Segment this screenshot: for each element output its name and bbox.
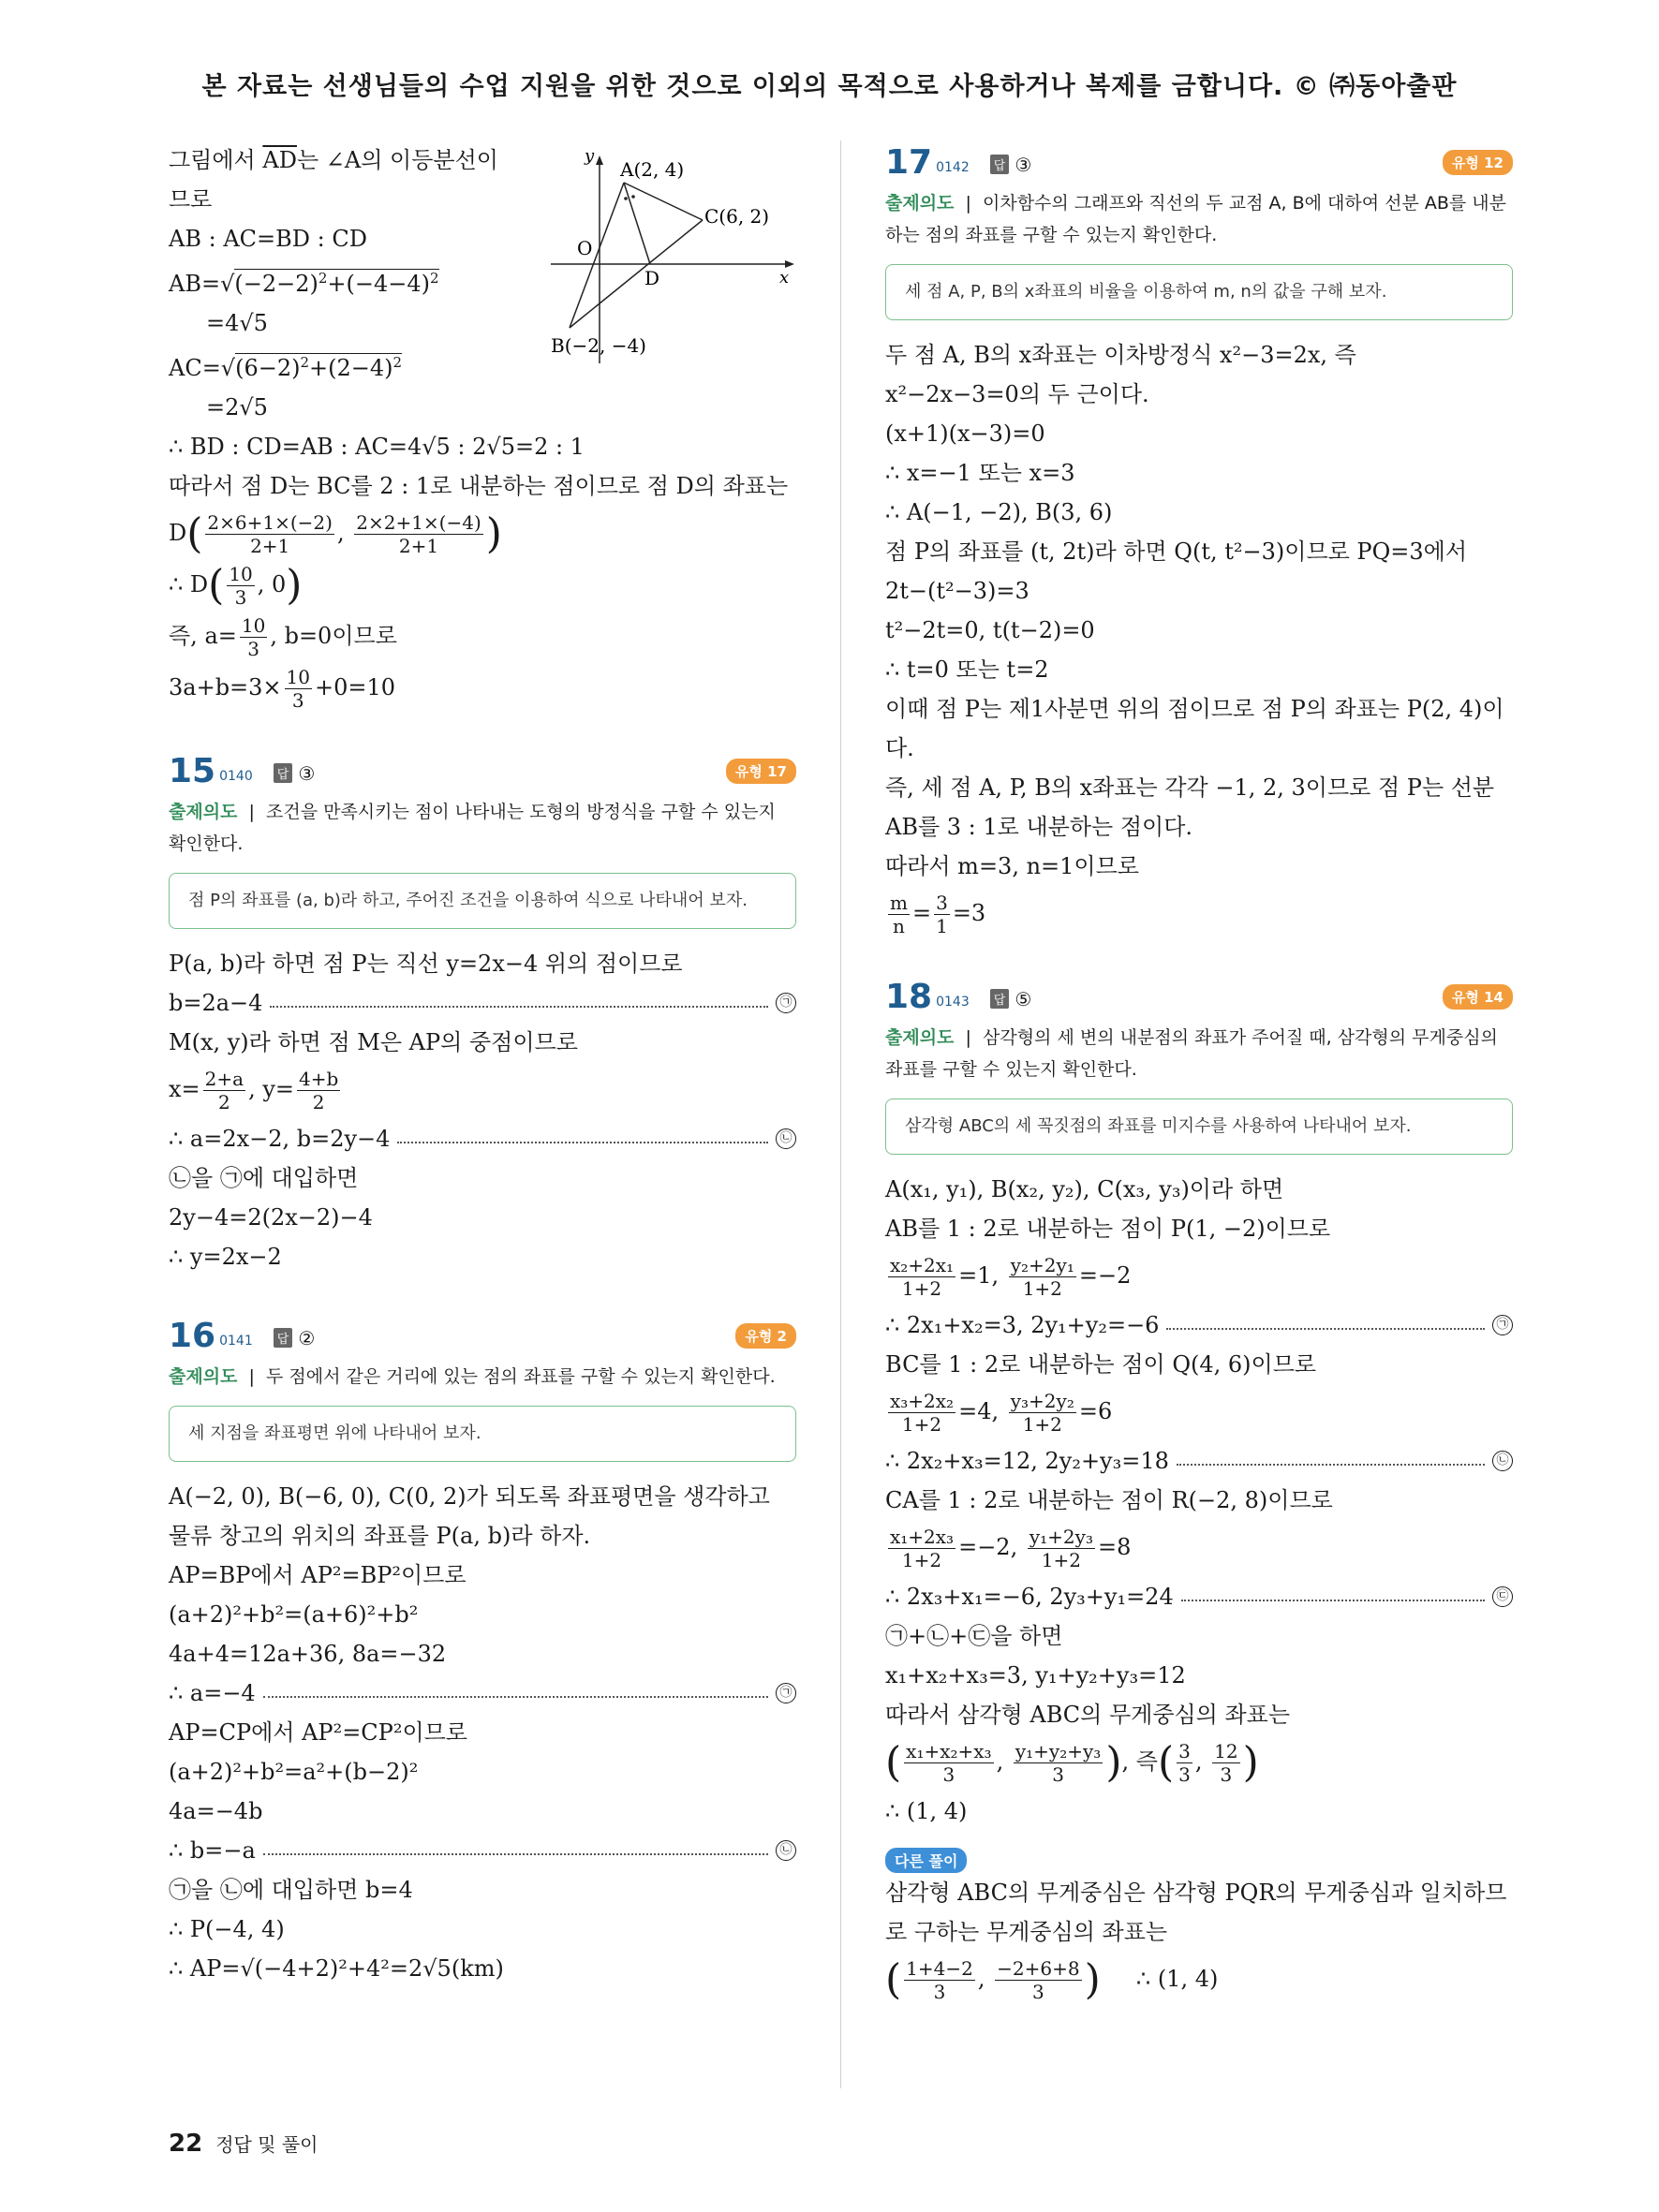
- midpoint-line: [169, 1068, 796, 1113]
- line: CA를 1 : 2로 내분하는 점이 R(−2, 8)이므로: [885, 1487, 1333, 1513]
- line: ∴ y=2x−2: [169, 1244, 282, 1270]
- answer: [274, 762, 316, 785]
- text: x=: [169, 1076, 200, 1102]
- line: ∴ BD : CD=AB : AC=4√5 : 2√5=2 : 1: [169, 434, 585, 460]
- marker: ㉡: [776, 1128, 796, 1149]
- centroid-line: ( $\frac{\text{x₁+x₂+x₃}}{3}$ , $\frac{\text{y₁+y₂+y₃}}{3}$ ), 즉( $\frac{3}{3}$ , $\frac{12}{3}$ ): [885, 1738, 1259, 1787]
- denominator: 1+2: [901, 1277, 942, 1300]
- text: ∴ D: [169, 571, 209, 597]
- line: ∴ P(−4, 4): [169, 1916, 285, 1942]
- text: AC=√: [169, 355, 236, 381]
- numerator: 2+a: [204, 1068, 244, 1090]
- x-label: x: [779, 268, 790, 288]
- radicand: [235, 353, 402, 381]
- fraction-line: [885, 1254, 1513, 1300]
- text: 는 ∠A의 이등분선이: [296, 147, 498, 173]
- denominator: 3: [1178, 1763, 1191, 1786]
- line: ㉠을 ㉡에 대입하면 b=4: [169, 1877, 413, 1903]
- line: 므로: [169, 186, 213, 213]
- result-line: [885, 892, 1513, 937]
- dot-leader: [263, 1853, 768, 1855]
- text: (−2−2): [234, 271, 318, 297]
- text: b=2a−4: [169, 990, 263, 1016]
- denominator: n: [893, 915, 905, 937]
- radicand: [234, 269, 438, 297]
- numerator: 4+b: [299, 1068, 339, 1090]
- text: =1,: [958, 1262, 1000, 1289]
- paren: ): [485, 509, 502, 558]
- angle-mark-2: [631, 195, 635, 199]
- intent: 출제의도 | 조건을 만족시키는 점이 나타내는 도형의 방정식을 구할 수 있는지 확인한다.: [169, 802, 776, 854]
- line: A(−2, 0), B(−6, 0), C(0, 2)가 되도록 좌표평면을 생각하고: [169, 1483, 770, 1510]
- intent: 출제의도 | 이차함수의 그래프와 직선의 두 교점 A, B에 대하여 선분 AB를 내분하는 점의 좌표를 구할 수 있는지 확인한다.: [885, 193, 1506, 245]
- side-ac: [624, 183, 703, 220]
- equation-1: [169, 1674, 796, 1713]
- fraction: [240, 614, 267, 660]
- line: (x+1)(x−3)=0: [885, 420, 1045, 447]
- numerator: 12: [1214, 1740, 1238, 1762]
- text: ∴ a=−4: [169, 1680, 256, 1706]
- line: 두 점 A, B의 x좌표는 이차방정식 x²−3=2x, 즉: [885, 342, 1356, 368]
- footer-label: 정답 및 풀이: [215, 2133, 318, 2156]
- line: 2y−4=2(2x−2)−4: [169, 1204, 373, 1231]
- text: , y=: [248, 1076, 294, 1102]
- type-badge: 유형 12: [1443, 150, 1513, 175]
- line: A(x₁, y₁), B(x₂, y₂), C(x₃, y₃)이라 하면: [885, 1176, 1284, 1202]
- text: =−2: [1078, 1262, 1132, 1289]
- hint-box: 세 지점을 좌표평면 위에 나타내어 보자.: [169, 1406, 796, 1462]
- d-coordinate-line: D( $\frac{2\times 6+1\times(-2)}{2+1}$ , $\frac{2\times 2+1\times(-4)}{2+1}$ ): [169, 509, 502, 558]
- line: (a+2)²+b²=a²+(b−2)²: [169, 1759, 419, 1785]
- line: ㉡을 ㉠에 대입하면: [169, 1165, 359, 1191]
- left-column: [169, 140, 796, 1988]
- line: 2t−(t²−3)=3: [885, 578, 1029, 604]
- numerator: m: [890, 892, 908, 914]
- denominator: 2+1: [398, 535, 439, 557]
- denominator: 1: [936, 915, 948, 937]
- answer-value: ③: [298, 762, 316, 785]
- dot-leader: [1166, 1328, 1485, 1330]
- line: 이때 점 P는 제1사분면 위의 점이므로 점 P의 좌표는 P(2, 4)이다.: [885, 696, 1504, 761]
- line: ㉠+㉡+㉢을 하면: [885, 1623, 1063, 1649]
- exponent: 2: [430, 270, 439, 287]
- denominator: 3: [247, 638, 259, 660]
- line: 4a+4=12a+36, 8a=−32: [169, 1641, 447, 1667]
- paren: (: [1157, 1738, 1175, 1787]
- problem-number: 15: [169, 751, 216, 790]
- text: (6−2): [235, 355, 301, 381]
- marker: ㉠: [776, 993, 796, 1013]
- hint-box: 삼각형 ABC의 세 꼭짓점의 좌표를 미지수를 사용하여 나타내어 보자.: [885, 1099, 1513, 1155]
- line: [169, 614, 796, 660]
- problem-header: [885, 140, 1513, 184]
- problem-code: 0140: [219, 769, 253, 784]
- fraction: [1212, 1740, 1239, 1786]
- type-badge: 유형 2: [735, 1323, 796, 1349]
- line: ∴ A(−1, −2), B(3, 6): [885, 499, 1113, 525]
- line: =2√5: [206, 394, 268, 420]
- line: 4a=−4b: [169, 1798, 263, 1824]
- answer-value: ③: [1015, 154, 1032, 176]
- line: 따라서 점 D는 BC를 2 : 1로 내분하는 점이므로 점 D의 좌표는: [169, 473, 789, 499]
- equation-1: [169, 983, 796, 1023]
- type-badge: 유형 17: [726, 759, 796, 784]
- denominator: 2+1: [250, 535, 290, 557]
- line: [169, 666, 796, 712]
- exponent: 2: [393, 354, 403, 371]
- line: =4√5: [206, 310, 268, 336]
- y-label: y: [585, 146, 595, 166]
- text: +(−4−4): [327, 271, 430, 297]
- numerator: y₁+y₂+y₃: [1015, 1740, 1102, 1762]
- numerator: y₃+2y₂: [1010, 1390, 1074, 1412]
- hint-box: 점 P의 좌표를 (a, b)라 하고, 주어진 조건을 이용하여 식으로 나타내어 보자.: [169, 873, 796, 929]
- paren: ): [1105, 1738, 1122, 1787]
- paren: (: [208, 561, 225, 610]
- problem-header: [885, 975, 1513, 1018]
- line: t²−2t=0, t(t−2)=0: [885, 617, 1095, 643]
- text: ∴ (1, 4): [1135, 1966, 1219, 1992]
- line: 물류 창고의 위치의 좌표를 P(a, b)라 하자.: [169, 1523, 591, 1549]
- problem-number: 18: [885, 977, 933, 1016]
- hint-box: 세 점 A, P, B의 x좌표의 비율을 이용하여 m, n의 값을 구해 보자.: [885, 264, 1513, 320]
- line: 삼각형 ABC의 무게중심은 삼각형 PQR의 무게중심과 일치하므로 구하는 무게중심의 좌표는: [885, 1880, 1507, 1945]
- text: , b=0이므로: [270, 623, 397, 649]
- page-footer: [169, 2130, 318, 2158]
- problem-15: [169, 749, 796, 1276]
- intent-label: 출제의도: [885, 193, 955, 214]
- line: AP=CP에서 AP²=CP²이므로: [169, 1719, 467, 1746]
- numerator: 3: [1178, 1740, 1191, 1762]
- point-d-label: D: [644, 267, 660, 289]
- line: ∴ x=−1 또는 x=3: [885, 460, 1075, 486]
- line: P(a, b)라 하면 점 P는 직선 y=2x−4 위의 점이므로: [169, 951, 683, 977]
- dot-leader: [270, 1006, 768, 1008]
- answer-label: 답: [274, 1328, 293, 1348]
- text: 3a+b=3×: [169, 674, 282, 700]
- line: 따라서 m=3, n=1이므로: [885, 853, 1139, 879]
- line: x₁+x₂+x₃=3, y₁+y₂+y₃=12: [885, 1662, 1186, 1688]
- problem-number: 17: [885, 142, 933, 182]
- alt-centroid-line: ( $\frac{1+4-2}{3}$ , $\frac{-2+6+8}{3}$ ) ∴ (1, 4): [885, 1955, 1219, 2004]
- fraction: [888, 1526, 955, 1571]
- copyright-notice: 본 자료는 선생님들의 수업 지원을 위한 것으로 이외의 목적으로 사용하거나 복제를 금합니다. © ㈜동아출판: [201, 72, 1458, 101]
- denominator: 3: [1032, 1981, 1044, 2003]
- fraction: [1177, 1740, 1192, 1786]
- right-column: [885, 140, 1513, 2009]
- paren: ): [286, 561, 303, 610]
- marker: ㉡: [1492, 1451, 1513, 1471]
- text: +0=10: [315, 674, 396, 700]
- text: ∴ 2x₃+x₁=−6, 2y₃+y₁=24: [885, 1584, 1174, 1610]
- fraction-line: [885, 1526, 1513, 1571]
- intent-label: 출제의도: [885, 1027, 955, 1048]
- line: [169, 563, 796, 609]
- intent: 출제의도 | 두 점에서 같은 거리에 있는 점의 좌표를 구할 수 있는지 확인한다.: [169, 1366, 776, 1387]
- page-number: 22: [169, 2130, 203, 2158]
- numerator: 2×6+1×(−2): [207, 511, 333, 534]
- intent-label: 출제의도: [169, 802, 238, 822]
- denominator: 1+2: [1022, 1413, 1062, 1436]
- intent-text: 조건을 만족시키는 점이 나타내는 도형의 방정식을 구할 수 있는지 확인한다.: [169, 802, 776, 854]
- intent-text: 이차함수의 그래프와 직선의 두 교점 A, B에 대하여 선분 AB를 내분하는 점의 좌표를 구할 수 있는지 확인한다.: [885, 193, 1506, 245]
- denominator: 1+2: [901, 1413, 942, 1436]
- problem-header: [169, 1314, 796, 1357]
- numerator: x₂+2x₁: [890, 1254, 955, 1276]
- fraction: [904, 1740, 993, 1786]
- numerator: 10: [286, 666, 310, 688]
- denominator: 3: [291, 689, 304, 712]
- intent-text: 삼각형의 세 변의 내분점의 좌표가 주어질 때, 삼각형의 무게중심의 좌표를 구할 수 있는지 확인한다.: [885, 1027, 1498, 1080]
- origin-label: O: [577, 237, 593, 259]
- numerator: 10: [241, 614, 266, 637]
- text: ∴ 2x₂+x₃=12, 2y₂+y₃=18: [885, 1448, 1169, 1474]
- segment-ad-text: $\overline{AD}$: [262, 147, 297, 173]
- text: =−2,: [958, 1534, 1018, 1560]
- equation-2: [169, 1119, 796, 1158]
- equation-2: [169, 1831, 796, 1870]
- denominator: 3: [234, 586, 247, 609]
- fraction: [904, 1957, 975, 2003]
- dot-leader: [397, 1142, 768, 1143]
- line: ∴ (1, 4): [885, 1798, 968, 1824]
- fraction: [1009, 1254, 1076, 1300]
- line: 따라서 삼각형 ABC의 무게중심의 좌표는: [885, 1702, 1291, 1728]
- paren: ): [1084, 1955, 1101, 2004]
- fraction: [888, 1390, 955, 1436]
- numerator: y₂+2y₁: [1010, 1254, 1074, 1276]
- denominator: 2: [312, 1091, 325, 1113]
- numerator: y₁+2y₃: [1029, 1526, 1093, 1548]
- other-solution-badge: 다른 풀이: [885, 1848, 967, 1873]
- paren: (: [885, 1738, 902, 1787]
- problem-16: [169, 1314, 796, 1988]
- text: =: [911, 900, 932, 926]
- denominator: 1+2: [1041, 1549, 1082, 1571]
- denominator: 3: [933, 1981, 946, 2003]
- fraction: [1028, 1526, 1095, 1571]
- line: ∴ AP=√(−4+2)²+4²=2√5(km): [169, 1955, 504, 1982]
- fraction: [934, 892, 950, 937]
- numerator: 2×2+1×(−4): [356, 511, 481, 534]
- point-a-label: A(2, 4): [620, 158, 685, 181]
- text: +(2−4): [309, 355, 393, 381]
- numerator: x₁+x₂+x₃: [906, 1740, 992, 1762]
- problem-code: 0143: [936, 995, 970, 1010]
- line: AB를 1 : 2로 내분하는 점이 P(1, −2)이므로: [885, 1216, 1331, 1242]
- column-divider: [840, 140, 841, 2088]
- problem-17: [885, 140, 1513, 937]
- numerator: x₃+2x₂: [890, 1390, 955, 1412]
- paren: ): [1242, 1738, 1259, 1787]
- intent-text: 두 점에서 같은 거리에 있는 점의 좌표를 구할 수 있는지 확인한다.: [265, 1366, 776, 1387]
- fraction: [285, 666, 312, 712]
- line: x²−2x−3=0의 두 근이다.: [885, 381, 1149, 407]
- answer-value: ②: [298, 1327, 316, 1349]
- line: 점 P의 좌표를 (t, 2t)라 하면 Q(t, t²−3)이므로 PQ=3에서: [885, 538, 1468, 565]
- line: AP=BP에서 AP²=BP²이므로: [169, 1562, 467, 1588]
- fraction: [1009, 1390, 1076, 1436]
- triangle-figure: [543, 140, 796, 365]
- problem-18: [885, 975, 1513, 2003]
- point-c-label: C(6, 2): [704, 205, 770, 228]
- denominator: 3: [1220, 1763, 1233, 1786]
- fraction: [995, 1957, 1081, 2003]
- line: ∴ t=0 또는 t=2: [885, 656, 1049, 683]
- text: 즉, a=: [169, 623, 237, 649]
- line: (a+2)²+b²=(a+6)²+b²: [169, 1601, 419, 1628]
- text: AB=√: [169, 271, 235, 297]
- exponent: 2: [318, 270, 328, 287]
- fraction: [1014, 1740, 1103, 1786]
- marker: ㉠: [776, 1683, 796, 1703]
- text: D: [169, 520, 187, 546]
- paren: (: [885, 1955, 902, 2004]
- numerator: x₁+2x₃: [890, 1526, 955, 1548]
- dot-leader: [263, 1696, 768, 1698]
- text: 그림에서: [169, 147, 263, 173]
- text: , 0: [257, 571, 287, 597]
- answer: [274, 1327, 316, 1349]
- equation-1: [885, 1305, 1513, 1345]
- text: =4,: [958, 1398, 1000, 1424]
- denominator: 3: [1052, 1763, 1064, 1786]
- problem-code: 0142: [936, 160, 970, 175]
- intent-label: 출제의도: [169, 1366, 238, 1387]
- x-arrow: [785, 260, 794, 268]
- line: M(x, y)라 하면 점 M은 AP의 중점이므로: [169, 1029, 578, 1055]
- fraction: [354, 511, 483, 557]
- paren: (: [186, 509, 203, 558]
- fraction-line: [885, 1390, 1513, 1436]
- answer: [990, 154, 1032, 176]
- dot-leader: [1177, 1464, 1485, 1466]
- line: 즉, 세 점 A, P, B의 x좌표는 각각 −1, 2, 3이므로 점 P는 선분 AB를 3 : 1로 내분하는 점이다.: [885, 774, 1495, 840]
- denominator: 1+2: [901, 1549, 942, 1571]
- y-arrow: [596, 155, 603, 165]
- denominator: 3: [942, 1763, 955, 1786]
- denominator: 2: [217, 1091, 230, 1113]
- denominator: 1+2: [1022, 1277, 1062, 1300]
- exponent: 2: [300, 354, 310, 371]
- numerator: 1+4−2: [906, 1957, 973, 1980]
- marker: ㉠: [1492, 1315, 1513, 1335]
- numerator: 3: [936, 892, 948, 914]
- answer-label: 답: [990, 989, 1010, 1009]
- fraction: [888, 1254, 955, 1300]
- text: ∴ a=2x−2, b=2y−4: [169, 1126, 391, 1152]
- dot-leader: [1181, 1600, 1485, 1601]
- answer: [990, 988, 1032, 1010]
- answer-value: ⑤: [1015, 988, 1032, 1010]
- ratio-line: AB : AC=BD : CD: [169, 226, 367, 252]
- fraction: [227, 563, 254, 609]
- marker: ㉡: [776, 1840, 796, 1861]
- problem-header: [169, 749, 796, 792]
- text: , 즉: [1121, 1748, 1158, 1775]
- text: ∴ 2x₁+x₂=3, 2y₁+y₂=−6: [885, 1312, 1160, 1338]
- type-badge: 유형 14: [1443, 984, 1513, 1010]
- problem-number: 16: [169, 1316, 216, 1355]
- equation-2: [885, 1441, 1513, 1481]
- fraction: [297, 1068, 340, 1113]
- answer-label: 답: [990, 155, 1010, 174]
- fraction: [205, 511, 334, 557]
- text: =6: [1078, 1398, 1113, 1424]
- answer-label: 답: [274, 763, 293, 783]
- numerator: −2+6+8: [997, 1957, 1080, 1980]
- fraction: [888, 892, 910, 937]
- text: ∴ b=−a: [169, 1837, 256, 1864]
- segment-ad: [624, 183, 650, 264]
- intent: 출제의도 | 삼각형의 세 변의 내분점의 좌표가 주어질 때, 삼각형의 무게중심의 좌표를 구할 수 있는지 확인한다.: [885, 1027, 1498, 1080]
- point-b-label: B(−2, −4): [551, 334, 646, 357]
- angle-mark-1: [624, 197, 628, 200]
- marker: ㉢: [1492, 1586, 1513, 1607]
- problem-code: 0141: [219, 1334, 253, 1349]
- line: BC를 1 : 2로 내분하는 점이 Q(4, 6)이므로: [885, 1351, 1317, 1378]
- text: =3: [952, 900, 986, 926]
- numerator: 10: [229, 563, 253, 585]
- equation-3: [885, 1577, 1513, 1616]
- fraction: [203, 1068, 245, 1113]
- text: =8: [1097, 1534, 1132, 1560]
